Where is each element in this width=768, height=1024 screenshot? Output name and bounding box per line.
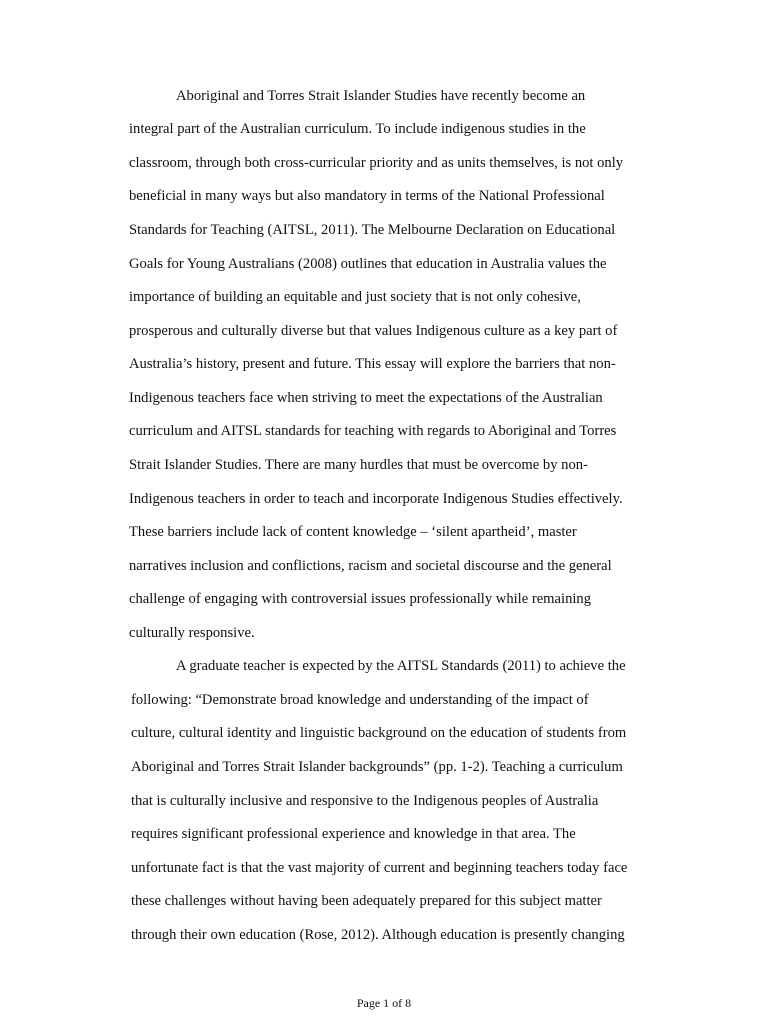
text-line: curriculum and AITSL standards for teaching with regards to Aboriginal and Torres xyxy=(129,423,617,439)
text-line: through their own education (Rose, 2012). Although education is presently changing xyxy=(131,927,625,943)
text-line: Standards for Teaching (AITSL, 2011). The Melbourne Declaration on Educational xyxy=(129,222,616,238)
text-line: integral part of the Australian curriculum. To include indigenous studies in the xyxy=(129,121,586,137)
text-line: that is culturally inclusive and responsive to the Indigenous peoples of Australia xyxy=(131,793,599,809)
text-line: beneficial in many ways but also mandatory in terms of the National Professional xyxy=(129,188,605,204)
text-line: Aboriginal and Torres Strait Islander Studies have recently become an xyxy=(176,88,586,104)
text-line: A graduate teacher is expected by the AITSL Standards (2011) to achieve the xyxy=(176,658,626,674)
text-line: following: “Demonstrate broad knowledge and understanding of the impact of xyxy=(131,692,589,708)
text-line: culture, cultural identity and linguistic background on the education of students from xyxy=(131,725,627,741)
text-line: unfortunate fact is that the vast majority of current and beginning teachers today face xyxy=(131,860,628,876)
text-line: classroom, through both cross-curricular priority and as units themselves, is not only xyxy=(129,155,624,171)
text-line: Goals for Young Australians (2008) outlines that education in Australia values the xyxy=(129,256,607,272)
text-line: importance of building an equitable and just society that is not only cohesive, xyxy=(129,289,581,305)
text-line: These barriers include lack of content knowledge – ‘silent apartheid’, master xyxy=(129,524,577,540)
text-line: narratives inclusion and conflictions, racism and societal discourse and the general xyxy=(129,558,612,574)
text-line: Indigenous teachers face when striving to meet the expectations of the Australian xyxy=(129,390,603,406)
text-line: Strait Islander Studies. There are many hurdles that must be overcome by non- xyxy=(129,457,588,473)
text-line: Aboriginal and Torres Strait Islander backgrounds” (pp. 1-2). Teaching a curriculum xyxy=(131,759,623,775)
text-line: prosperous and culturally diverse but that values Indigenous culture as a key part of xyxy=(129,323,618,339)
text-line: these challenges without having been adequately prepared for this subject matter xyxy=(131,893,602,909)
text-line: Australia’s history, present and future. This essay will explore the barriers that non- xyxy=(129,356,616,372)
page-number-footer: Page 1 of 8 xyxy=(356,996,412,1010)
text-line: challenge of engaging with controversial issues professionally while remaining xyxy=(129,591,592,607)
text-line: requires significant professional experience and knowledge in that area. The xyxy=(131,826,576,842)
text-line: culturally responsive. xyxy=(129,625,255,641)
text-line: Indigenous teachers in order to teach and incorporate Indigenous Studies effectively. xyxy=(129,491,623,507)
